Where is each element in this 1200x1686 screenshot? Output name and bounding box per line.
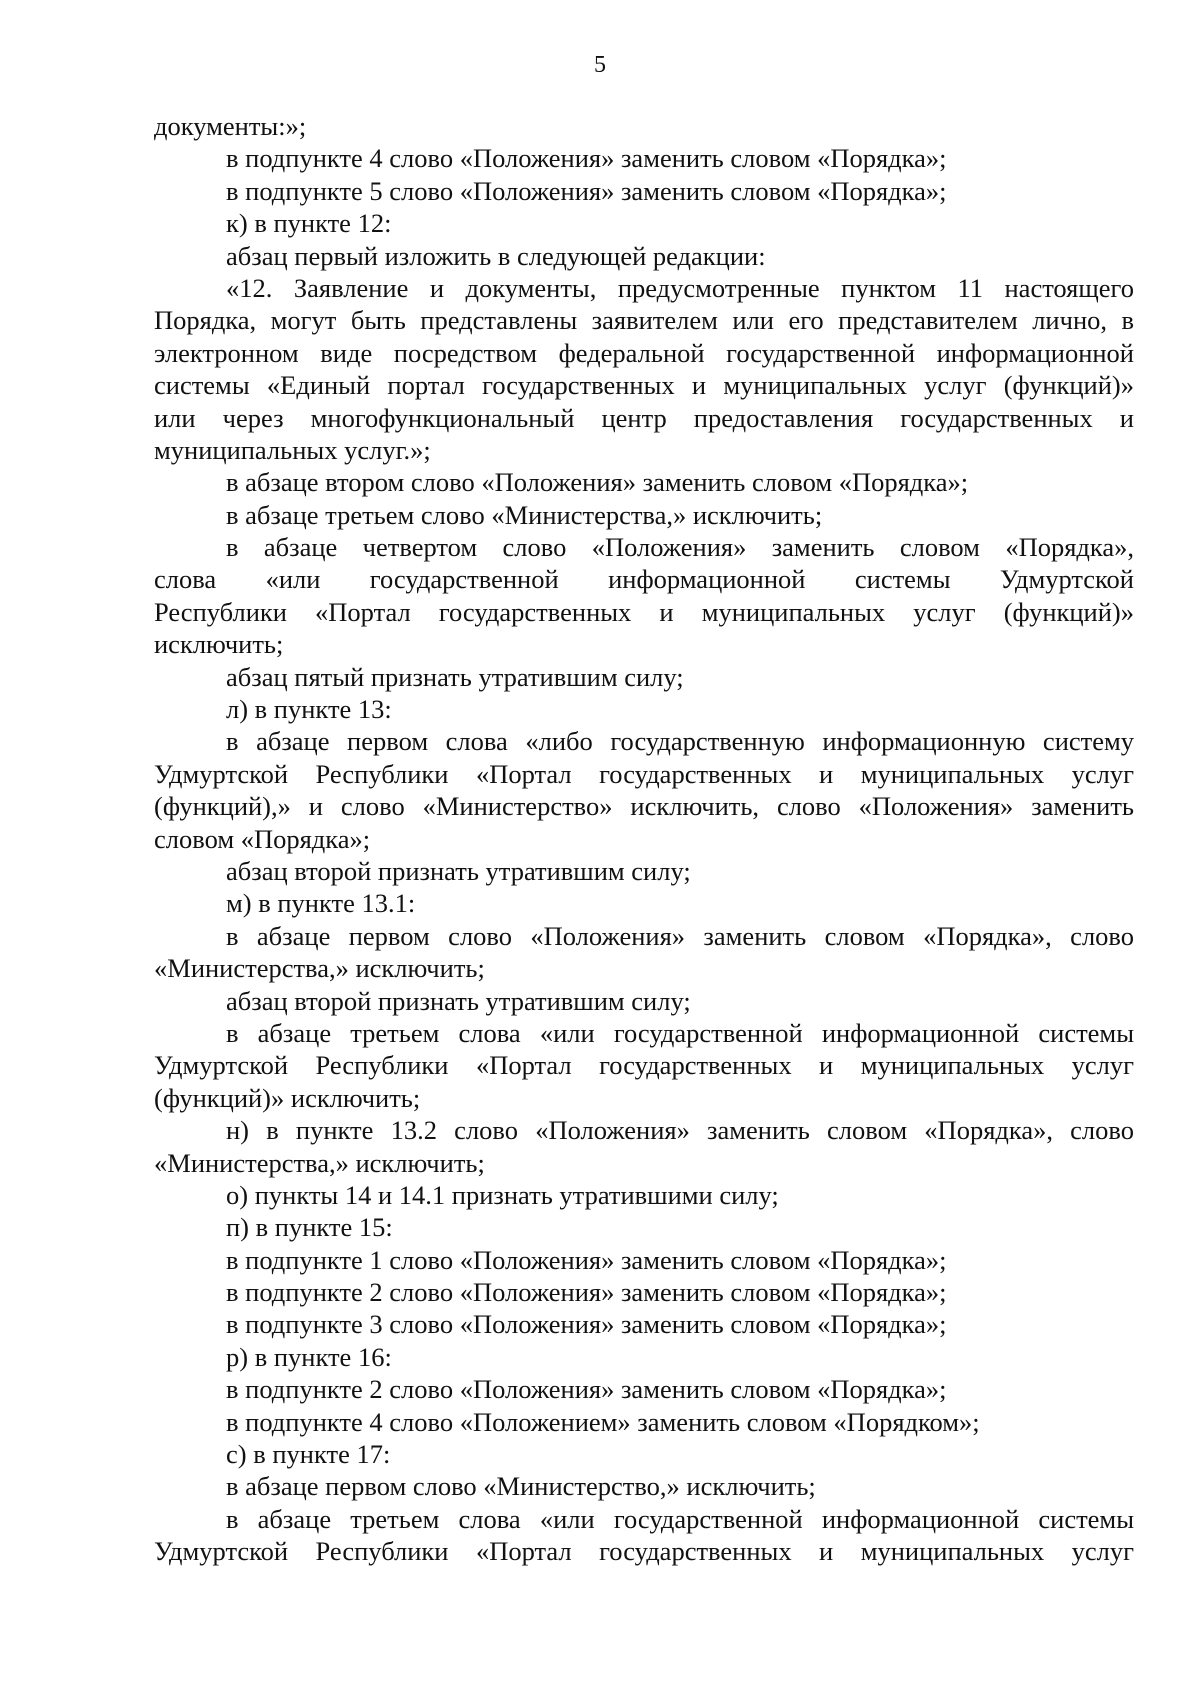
text-line: Удмуртской Республики «Портал государственных и муниципальных услуг: [154, 758, 1134, 789]
text-line: муниципальных услуг.»;: [154, 434, 431, 465]
text-line: в подпункте 5 слово «Положения» заменить словом «Порядка»;: [226, 175, 947, 206]
text-line: в подпункте 2 слово «Положения» заменить словом «Порядка»;: [226, 1374, 947, 1405]
text-line: (функций),» и слово «Министерство» исключить, слово «Положения» заменить: [154, 791, 1134, 822]
text-line: в абзаце третьем слова «или государственной информационной системы: [226, 1017, 1134, 1048]
text-line: абзац второй признать утратившим силу;: [226, 855, 691, 886]
text-line: п) в пункте 15:: [226, 1212, 393, 1243]
text-line: Удмуртской Республики «Портал государственных и муниципальных услуг: [154, 1536, 1134, 1567]
text-line: в абзаце первом слово «Положения» заменить словом «Порядка», слово: [226, 920, 1134, 951]
text-line: документы:»;: [154, 111, 307, 141]
text-line: или через многофункциональный центр предоставления государственных и: [154, 402, 1134, 433]
text-line: в абзаце четвертом слово «Положения» заменить словом «Порядка»,: [226, 532, 1134, 563]
text-line: р) в пункте 16:: [226, 1341, 392, 1372]
text-line: электронном виде посредством федеральной государственной информационной: [154, 337, 1134, 368]
text-line: в подпункте 3 слово «Положения» заменить словом «Порядка»;: [226, 1309, 947, 1340]
text-line: Порядка, могут быть представлены заявителем или его представителем лично, в: [154, 305, 1134, 336]
text-line: абзац второй признать утратившим силу;: [226, 985, 691, 1016]
text-line: в абзаце первом слова «либо государственную информационную систему: [226, 726, 1134, 757]
text-line: м) в пункте 13.1:: [226, 888, 416, 919]
text-line: системы «Единый портал государственных и муниципальных услуг (функций)»: [154, 370, 1134, 401]
text-line: «12. Заявление и документы, предусмотренные пунктом 11 настоящего: [226, 272, 1134, 303]
text-line: в подпункте 4 слово «Положением» заменить словом «Порядком»;: [226, 1406, 980, 1437]
text-line: о) пункты 14 и 14.1 признать утратившими силу;: [226, 1179, 779, 1210]
text-line: «Министерства,» исключить;: [154, 1147, 485, 1178]
text-line: в подпункте 1 слово «Положения» заменить словом «Порядка»;: [226, 1244, 947, 1275]
page-number: 5: [594, 52, 606, 78]
text-line: слова «или государственной информационной системы Удмуртской: [154, 564, 1134, 595]
text-line: в абзаце третьем слово «Министерства,» исключить;: [226, 499, 823, 530]
text-line: (функций)» исключить;: [154, 1082, 421, 1113]
text-line: н) в пункте 13.2 слово «Положения» заменить словом «Порядка», слово: [226, 1115, 1134, 1146]
text-line: словом «Порядка»;: [154, 823, 371, 854]
text-line: с) в пункте 17:: [226, 1439, 391, 1470]
text-line: исключить;: [154, 629, 284, 660]
text-line: абзац первый изложить в следующей редакции:: [226, 240, 766, 271]
text-line: Республики «Портал государственных и муниципальных услуг (функций)»: [154, 596, 1134, 627]
text-line: в абзаце первом слово «Министерство,» исключить;: [226, 1471, 816, 1502]
text-line: абзац пятый признать утратившим силу;: [226, 661, 684, 692]
text-line: в подпункте 4 слово «Положения» заменить словом «Порядка»;: [226, 143, 947, 174]
document-body: [154, 110, 1134, 1568]
text-line: в подпункте 2 слово «Положения» заменить словом «Порядка»;: [226, 1277, 947, 1308]
text-line: в абзаце втором слово «Положения» заменить словом «Порядка»;: [226, 467, 969, 498]
text-line: л) в пункте 13:: [226, 694, 392, 725]
text-line: к) в пункте 12:: [226, 208, 392, 239]
text-line: в абзаце третьем слова «или государственной информационной системы: [226, 1503, 1134, 1534]
text-line: «Министерства,» исключить;: [154, 953, 485, 984]
text-line: Удмуртской Республики «Портал государственных и муниципальных услуг: [154, 1050, 1134, 1081]
